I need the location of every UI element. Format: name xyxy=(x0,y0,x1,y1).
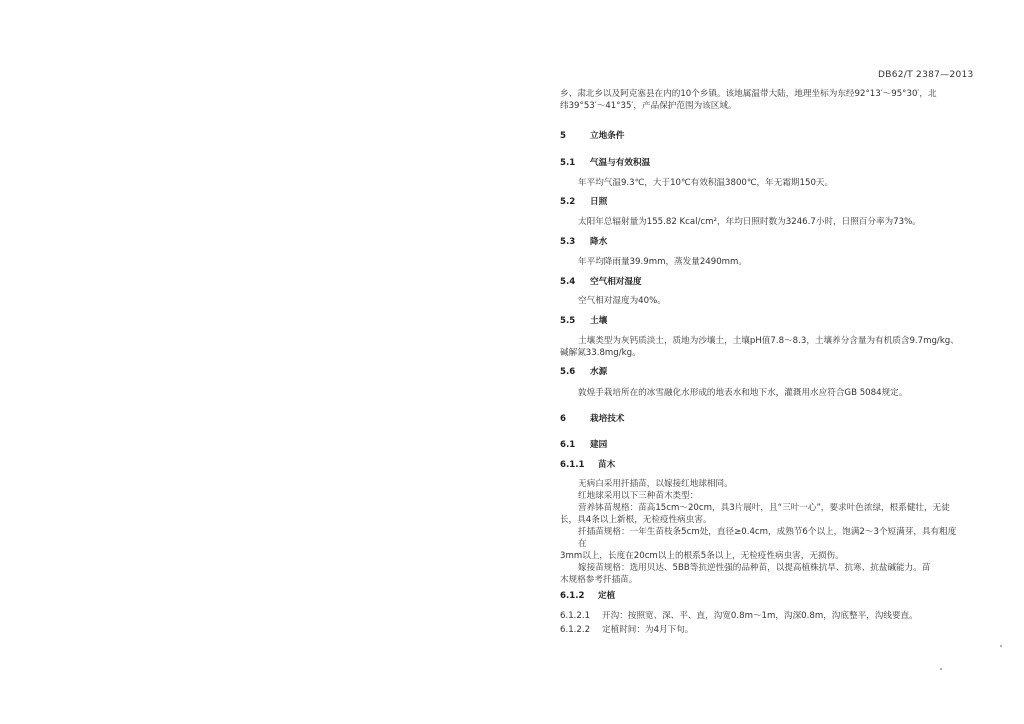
subsection-number: 5.3 xyxy=(560,237,576,247)
subsection-heading xyxy=(560,196,960,208)
subsubsection-heading xyxy=(560,459,960,471)
subsection-number: 5.1 xyxy=(560,158,576,168)
subsection-heading xyxy=(560,236,960,248)
subsection-number: 5.2 xyxy=(560,197,576,207)
body-line: 营养钵苗规格：苗高15cm～20cm，具3片展叶，且“三叶一心”，要求叶色浓绿，根系健壮，无徒 xyxy=(578,503,950,513)
clause-number: 6.1.2.1 xyxy=(560,611,591,621)
body-line: 木规格参考扦插苗。 xyxy=(560,575,638,585)
clause-number: 6.1.2.2 xyxy=(560,625,591,635)
section-title: 栽培技术 xyxy=(590,414,625,424)
subsection-title: 气温与有效积温 xyxy=(590,158,651,168)
clause-line xyxy=(560,610,960,622)
body-line: 土壤类型为灰钙质淡土，质地为沙壤土，土壤pH值7.8～8.3，土壤养分含量为有机质含9.7mg/kg、 xyxy=(578,336,959,346)
subsection-heading xyxy=(560,276,960,288)
section-number: 5 xyxy=(560,131,566,141)
body-line: 无病白采用扦插苗，以嫁接红地球相同。 xyxy=(578,479,733,489)
subsection-number: 5.4 xyxy=(560,277,576,287)
subsection-title: 建园 xyxy=(590,440,608,450)
seedling-paragraphs xyxy=(560,478,960,586)
subsubsection-heading xyxy=(560,590,960,602)
subsubsection-number: 6.1.2 xyxy=(560,591,585,601)
subsection-heading xyxy=(560,366,960,378)
intro-paragraph xyxy=(560,88,960,112)
subsection-title: 土壤 xyxy=(590,316,608,326)
section-heading xyxy=(560,130,960,142)
subsubsection-number: 6.1.1 xyxy=(560,460,585,470)
body-paragraph xyxy=(560,335,960,359)
standard-code: DB62/T 2387—2013 xyxy=(878,70,974,80)
scan-speck xyxy=(1000,645,1002,647)
intro-line: 乡、肃北乡以及阿克塞县在内的10个乡镇。该地属温带大陆，地理坐标为东经92°13′～95°30′，北 xyxy=(560,89,937,99)
subsubsection-title: 定植 xyxy=(598,591,616,601)
body-text: 年平均气温9.3℃，大于10℃有效积温3800℃，年无霜期150天。 xyxy=(578,178,834,188)
scan-speck xyxy=(940,668,942,670)
body-text: 空气相对湿度为40%。 xyxy=(578,296,666,306)
body-text: 年平均降雨量39.9mm，蒸发量2490mm。 xyxy=(578,257,748,267)
subsection-title: 日照 xyxy=(590,197,608,207)
subsection-heading xyxy=(560,439,960,451)
subsection-number: 5.6 xyxy=(560,367,576,377)
subsection-title: 水源 xyxy=(590,367,608,377)
body-line: 3mm以上，长度在20cm以上的根系5条以上，无检疫性病虫害，无损伤。 xyxy=(560,551,844,561)
body-text: 太阳年总辐射量为155.82 Kcal/cm²，年均日照时数为3246.7小时，日照百分率为73%。 xyxy=(578,217,921,227)
subsection-title: 降水 xyxy=(590,237,608,247)
body-line: 长，具4条以上新根，无检疫性病虫害。 xyxy=(560,515,712,525)
subsubsection-title: 苗木 xyxy=(598,460,616,470)
section-heading xyxy=(560,413,960,425)
clause-line xyxy=(560,624,960,636)
section-title: 立地条件 xyxy=(590,131,625,141)
body-line: 嫁接苗规格：选用贝达、5BB等抗逆性强的品种苗，以提高植株抗旱、抗寒、抗盐碱能力。苗 xyxy=(578,563,931,573)
clause-text: 定植时间：为4月下旬。 xyxy=(602,625,694,635)
section-number: 6 xyxy=(560,414,566,424)
intro-line: 纬39°53′～41°35′，产品保护范围为该区域。 xyxy=(560,101,737,111)
subsection-heading xyxy=(560,157,960,169)
body-line: 红地球采用以下三种苗木类型： xyxy=(578,491,699,501)
subsection-number: 6.1 xyxy=(560,440,576,450)
body-line: 扦插苗规格：一年生苗枝条5cm处，直径≥0.4cm，成熟节6个以上，饱满2～3个短满芽，具有粗度在 xyxy=(578,527,957,549)
subsection-heading xyxy=(560,315,960,327)
subsection-number: 5.5 xyxy=(560,316,576,326)
clause-text: 开沟：按照宽、深、平、直，沟宽0.8m～1m，沟深0.8m，沟底整平，沟线要直。 xyxy=(602,611,918,621)
body-line: 碱解氮33.8mg/kg。 xyxy=(560,348,641,358)
subsection-title: 空气相对湿度 xyxy=(590,277,642,287)
body-text: 敦煌手栽培所在的冰雪融化水形成的地表水和地下水，灌溉用水应符合GB 5084规定。 xyxy=(578,388,908,398)
